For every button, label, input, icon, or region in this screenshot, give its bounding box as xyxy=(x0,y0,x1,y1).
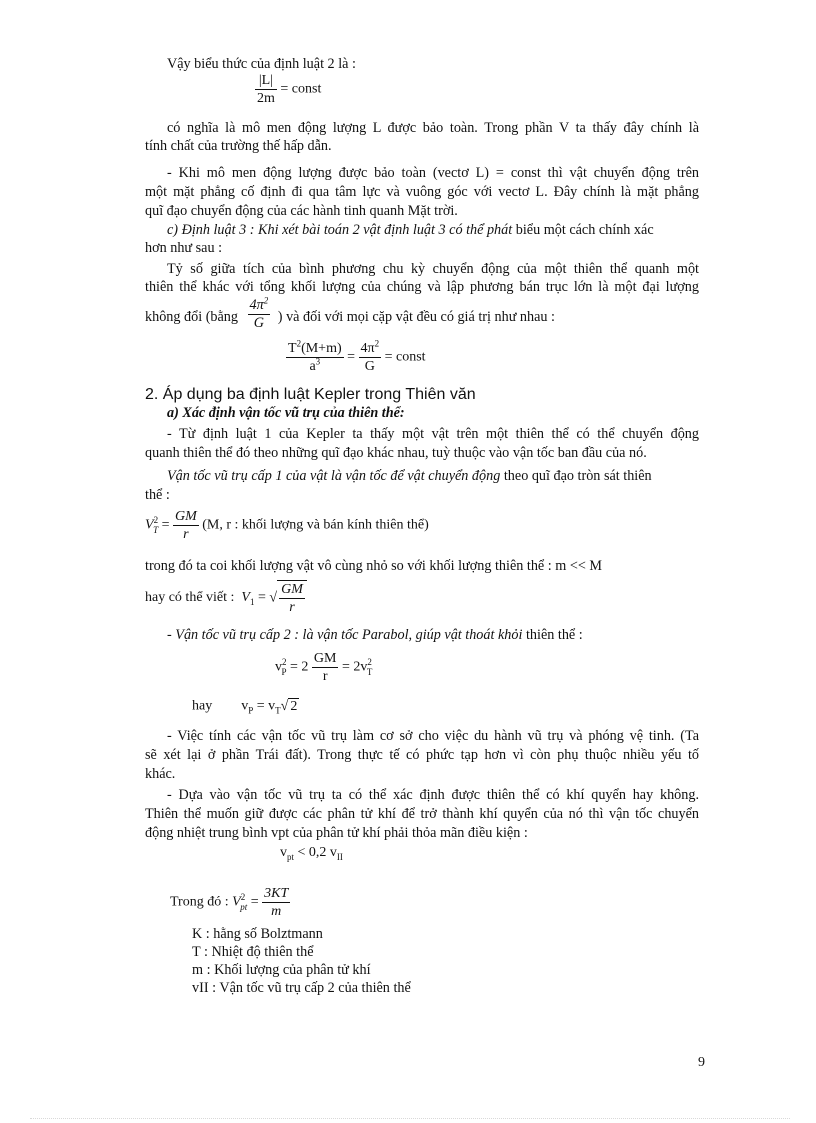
para9-line3: khác. xyxy=(145,766,176,782)
para6-rest: theo quĩ đạo tròn sát thiên xyxy=(500,468,652,484)
law3-eq: = xyxy=(347,349,356,365)
const-num-sup: 2 xyxy=(263,295,269,306)
where-lhs: V xyxy=(232,894,241,910)
where-den: m xyxy=(271,904,282,919)
cond-lhs-sub: pt xyxy=(287,851,295,862)
vt-lhs-sup: 2 xyxy=(153,515,159,526)
para5-line2: quanh thiên thể đó theo những quĩ đạo khác nhau, tuỳ thuộc vào vận tốc ban đầu của nó. xyxy=(145,445,647,461)
const-den: G xyxy=(253,315,265,331)
v1-eq: = xyxy=(257,590,266,606)
law2-rhs: = const xyxy=(280,81,322,97)
law3-T: T xyxy=(288,341,297,356)
cond-rel: < 0,2 v xyxy=(297,845,337,860)
para2-line2: một mặt phẳng cố định đi qua tâm lực và vuông góc với vectơ L. Đây chính là mặt phẳng xyxy=(145,184,699,200)
para5-line1: - Từ định luật 1 của Kepler ta thấy một vật trên một thiên thể có thể chuyển động xyxy=(167,426,699,442)
law3-a-sup: 3 xyxy=(315,356,321,367)
para1-line2: tính chất của trường thế hấp dẫn. xyxy=(145,138,332,154)
v1-den: r xyxy=(289,600,295,615)
v1-sqrt: √ $\frac{GM}{r}$ xyxy=(269,580,306,616)
vp-formula xyxy=(275,650,372,685)
law3-mass-sum: (M+m) xyxy=(301,341,342,356)
vp-eq2: = 2v xyxy=(341,659,368,675)
where-formula xyxy=(170,885,290,920)
para2-line1: - Khi mô men động lượng được bảo toàn (vectơ L) = const thì vật chuyển động trên xyxy=(167,165,699,181)
para10-line1: - Dựa vào vận tốc vũ trụ ta có thể xác định được thiên thể có khí quyển hay không. xyxy=(167,787,699,803)
vp-lhs-sup: 2 xyxy=(282,657,287,668)
para4-line2: thiên thể khác với tổng khối lượng của chúng và lập phương bán trục lớn là một đại lượng xyxy=(145,279,699,295)
para4-line3 xyxy=(145,297,555,332)
vp-hay-eq: = v xyxy=(256,698,276,714)
para9-line2: sẽ xét lại ở phần Trái đất). Trong thực tế có phức tạp hơn vì còn phụ thuộc nhiều yếu tố xyxy=(145,747,699,763)
where-label: Trong đó : xyxy=(170,894,229,910)
para6-line1 xyxy=(167,467,652,485)
where-lhs-sup: 2 xyxy=(240,892,246,903)
para4-line1: Tỷ số giữa tích của bình phương chu kỳ chuyển động của một thiên thể quanh một xyxy=(167,261,699,277)
para6-line2: thể : xyxy=(145,487,170,503)
vp-hay-lhs: v xyxy=(241,698,249,714)
vp-hay-rhs-sub: T xyxy=(275,705,281,716)
para7: trong đó ta coi khối lượng vật vô cùng nhỏ so với khối lượng thiên thể : m << M xyxy=(145,558,603,574)
const-num: 4π xyxy=(249,297,264,313)
vp-num: GM xyxy=(313,651,337,666)
def-t: T : Nhiệt độ thiên thể xyxy=(192,944,314,960)
vp-hay-lhs-sub: P xyxy=(248,705,254,716)
para3-line1 xyxy=(167,221,654,239)
v1-num: GM xyxy=(281,582,303,597)
def-k: K : hằng số Bolztmann xyxy=(192,926,323,942)
law3-formula xyxy=(286,340,426,375)
section-heading: 2. Áp dụng ba định luật Kepler trong Thiên văn xyxy=(145,386,476,403)
vt-den: r xyxy=(183,527,189,542)
law3-rhs: = const xyxy=(384,349,426,365)
vp-eq1: = 2 xyxy=(290,659,309,675)
page-number: 9 xyxy=(698,1055,705,1070)
where-lhs-sub: pt xyxy=(240,901,248,912)
def-m: m : Khối lượng của phân tử khí xyxy=(192,962,371,978)
law3-T-sup: 2 xyxy=(296,338,302,349)
vt-formula xyxy=(145,508,429,543)
vp-lhs-sub: P xyxy=(281,666,287,677)
para8-rest: thiên thể : xyxy=(522,627,583,643)
vp-den: r xyxy=(322,669,328,684)
para9-line1: - Việc tính các vận tốc vũ trụ làm cơ sở cho việc du hành vũ trụ và phóng vệ tinh. (Ta xyxy=(167,728,699,744)
def-vii: vII : Vận tốc vũ trụ cấp 2 của thiên thể xyxy=(192,980,411,996)
law3-G: G xyxy=(364,359,375,374)
vp-lhs: v xyxy=(275,659,282,675)
condition-formula xyxy=(280,845,343,861)
vp-hay-formula xyxy=(192,698,299,715)
para1-line1: có nghĩa là mô men động lượng L được bảo toàn. Trong phần V ta thấy đây chính là xyxy=(167,120,699,136)
law3-4pi-sup: 2 xyxy=(374,338,380,349)
para2-line3: quĩ đạo chuyển động của các hành tinh quanh Mặt trời. xyxy=(145,203,458,219)
vp-hay-sqrt: √ 2 xyxy=(280,699,298,714)
law2-formula xyxy=(255,72,321,107)
vp-rhs-sup: 2 xyxy=(367,657,372,668)
vt-lhs: V xyxy=(145,517,154,533)
vp-hay-root: 2 xyxy=(290,699,298,714)
para4-line3-before: không đổi (bằng xyxy=(145,309,238,325)
escape-velocity-1-def: Vận tốc vũ trụ cấp 1 của vật là vận tốc để vật chuyển động xyxy=(167,468,501,484)
where-eq: = xyxy=(250,894,259,910)
v1-label: hay có thể viết : xyxy=(145,590,235,606)
footer-rule xyxy=(30,1118,790,1119)
para3-line2: hơn như sau : xyxy=(145,240,223,256)
v1-formula xyxy=(145,580,307,616)
vt-note: (M, r : khối lượng và bán kính thiên thể) xyxy=(202,517,429,533)
const-fraction xyxy=(248,297,271,332)
para10-line2: Thiên thể muốn giữ được các phân tử khí để trở thành khí quyển của nó thì vận tốc chuyển xyxy=(145,806,699,822)
subheading: a) Xác định vận tốc vũ trụ của thiên thể: xyxy=(167,405,405,421)
law3-title: c) Định luật 3 : Khi xét bài toán 2 vật định luật 3 có thể phát xyxy=(167,222,513,238)
where-num: 3KT xyxy=(264,886,289,901)
cond-rhs-sub: II xyxy=(336,851,343,862)
law3-4pi: 4π xyxy=(360,341,375,356)
law3-a: a xyxy=(309,359,316,374)
v1-lhs: V xyxy=(241,590,250,606)
vp-hay-label: hay xyxy=(192,698,213,714)
law2-denominator: 2m xyxy=(257,91,275,106)
law2-numerator: |L| xyxy=(255,72,277,90)
vp-rhs-sub: T xyxy=(366,666,373,677)
para10-line3: động nhiệt trung bình vpt của phân tử khí phải thỏa mãn điều kiện : xyxy=(145,825,528,841)
v1-lhs-sub: 1 xyxy=(249,597,255,608)
para4-line3-after: ) và đối với mọi cặp vật đều có giá trị như nhau : xyxy=(277,309,555,325)
vt-lhs-sub: T xyxy=(153,524,159,535)
cond-lhs: v xyxy=(280,845,287,860)
para3-rest: biểu một cách chính xác xyxy=(512,222,654,238)
vt-num: GM xyxy=(174,509,197,524)
vt-eq: = xyxy=(161,517,170,533)
escape-velocity-2-def: - Vận tốc vũ trụ cấp 2 : là vận tốc Parabol, giúp vật thoát khỏi xyxy=(167,627,523,643)
para8 xyxy=(167,626,583,644)
intro-line: Vậy biểu thức của định luật 2 là : xyxy=(167,56,356,72)
